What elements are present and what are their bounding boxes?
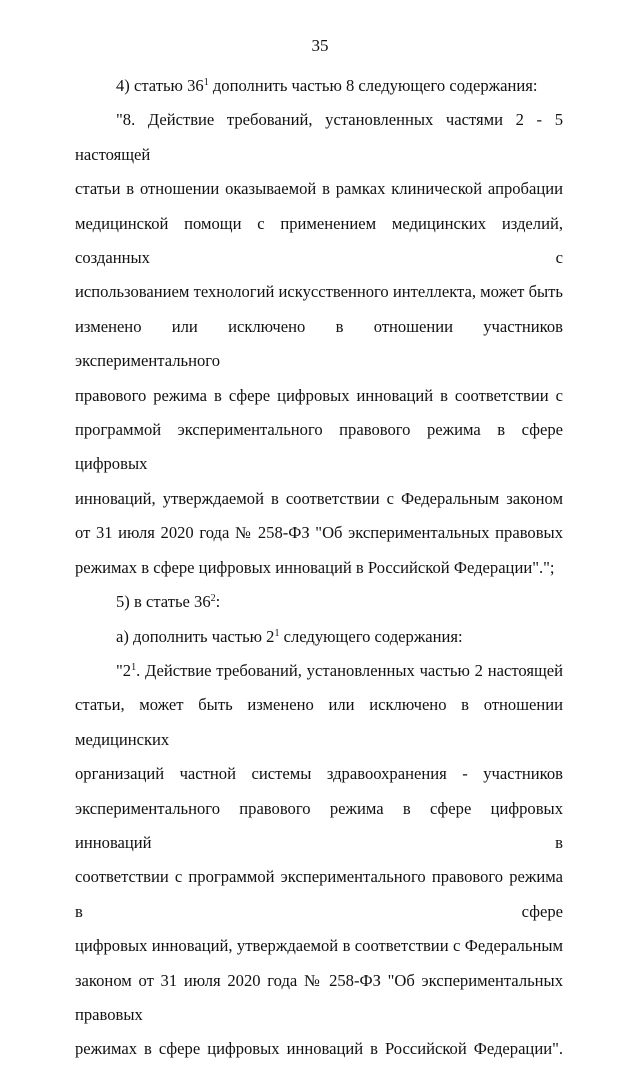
text-line: статьи в отношении оказываемой в рамках клинической апробации xyxy=(75,179,563,199)
text-line: медицинской помощи с применением медицинских изделий, созданных с xyxy=(75,213,563,268)
item-5a-intro: а) дополнить частью $2^1$ следующего содержания: xyxy=(116,626,463,646)
text-line: экспериментального правового режима в сфере цифровых инноваций в xyxy=(75,798,563,852)
document-body xyxy=(75,69,563,1067)
item-5-intro: 5) в статье $36^2$: xyxy=(116,592,221,612)
page-number: 35 xyxy=(311,36,329,55)
item-5a-quoted-text xyxy=(75,654,563,1067)
text-line: инноваций, утверждаемой в соответствии с Федеральным законом xyxy=(75,488,563,508)
text-line: использованием технологий искусственного интеллекта, может быть xyxy=(75,282,563,302)
text-line: организаций частной системы здравоохранения - участников xyxy=(75,764,563,784)
text-line: статьи, может быть изменено или исключено в отношении медицинских xyxy=(75,695,563,749)
text-line: режимах в сфере цифровых инноваций в Российской Федерации"."; xyxy=(75,557,555,577)
text-line: цифровых инноваций, утверждаемой в соответствии с Федеральным xyxy=(75,936,563,956)
text-line: законом от 31 июля 2020 года № 258-ФЗ "Об экспериментальных правовых xyxy=(75,970,563,1024)
text-line: от 31 июля 2020 года № 258-ФЗ "Об экспериментальных правовых xyxy=(75,523,563,543)
text-line: "$2^1$. Действие требований, установленных частью 2 настоящей xyxy=(116,660,563,680)
text-line: режимах в сфере цифровых инноваций в Российской Федерации". xyxy=(75,1039,563,1059)
text-line: программой экспериментального правового режима в сфере цифровых xyxy=(75,420,563,474)
text-line: "8. Действие требований, установленных частями 2 - 5 настоящей xyxy=(75,110,563,164)
text-line: соответствии с программой экспериментального правового режима в сфере xyxy=(75,867,563,921)
item-4-quoted-text xyxy=(75,103,563,585)
item-4-intro: 4) статью $36^1$ дополнить частью 8 следующего содержания: xyxy=(116,76,538,95)
text-line: правового режима в сфере цифровых инноваций в соответствии с xyxy=(75,385,563,405)
text-line: изменено или исключено в отношении участников экспериментального xyxy=(75,316,563,371)
